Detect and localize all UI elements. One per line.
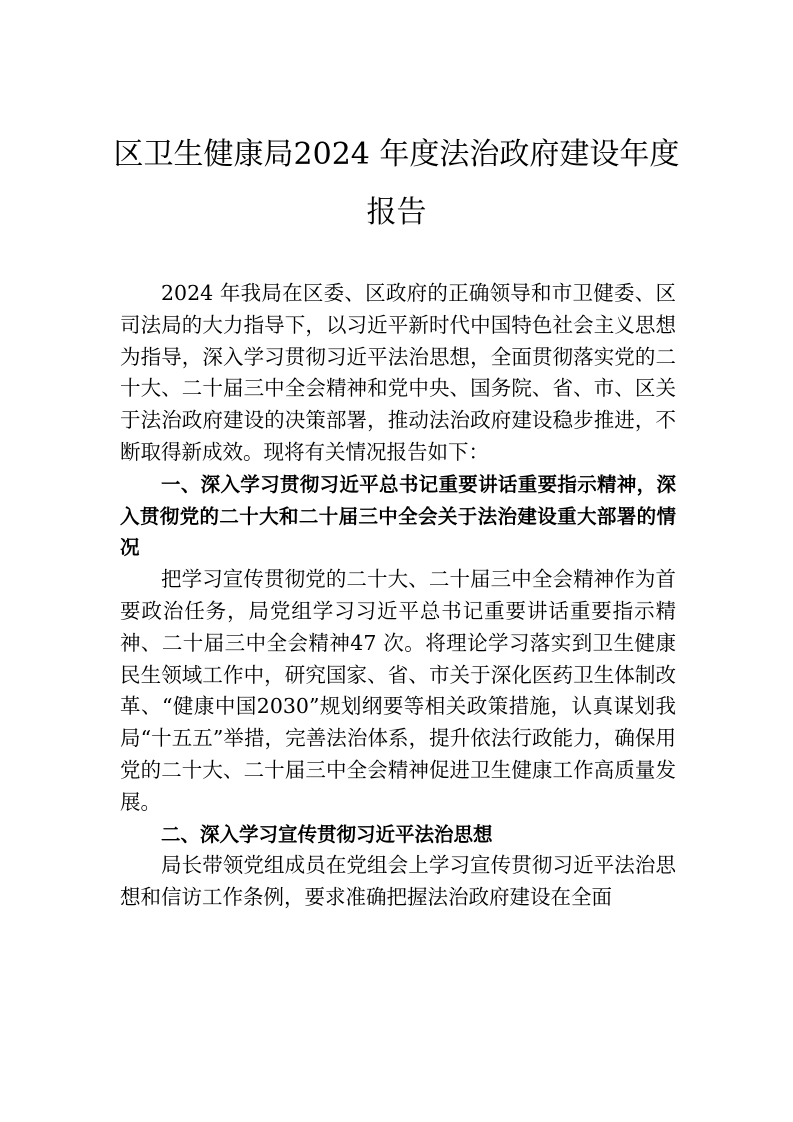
section-1-paragraph: 把学习宣传贯彻党的二十大、二十届三中全会精神作为首要政治任务，局党组学习习近平总书记重要讲话重要指示精神、二十届三中全会精神47 次。将理论学习落实到卫生健康民生领域工作中，研究国家、省、市关于深化医药卫生体制改革、“健康中国2030”规划纲要等相关政策措施，认真谋划我局“十五五”举措，完善法治体系，提升依法行政能力，确保用党的二十大、二十届三中全会精神促进卫生健康工作高质量发展。: [120, 567, 676, 814]
section-heading-2: 二、深入学习宣传贯彻习近平法治思想: [161, 822, 493, 846]
intro-paragraph: 2024 年我局在区委、区政府的正确领导和市卫健委、区司法局的大力指导下，以习近平新时代中国特色社会主义思想为指导，深入学习贯彻习近平法治思想，全面贯彻落实党的二十大、二十届三中全会精神和党中央、国务院、省、市、区关于法治政府建设的决策部署，推动法治政府建设稳步推进，不断取得新成效。现将有关情况报告如下：: [120, 281, 676, 464]
document-title-line-2: 报告: [366, 195, 427, 230]
section-2-paragraph: 局长带领党组成员在党组会上学习宣传贯彻习近平法治思想和信访工作条例，要求准确把握法治政府建设在全面: [120, 853, 676, 910]
section-heading-1: 一、深入学习贯彻习近平总书记重要讲话重要指示精神，深入贯彻党的二十大和二十届三中全会关于法治建设重大部署的情况: [120, 472, 676, 560]
document-title-line-1: 区卫生健康局2024 年度法治政府建设年度: [113, 137, 680, 172]
document-body: [120, 278, 676, 914]
